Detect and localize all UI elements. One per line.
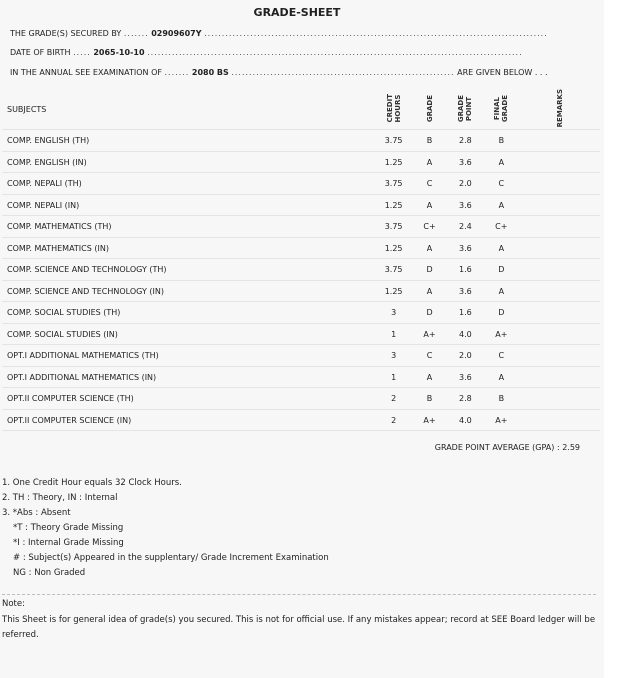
credit-hours-cell: 1.25 <box>376 280 412 302</box>
grade-point-cell: 3.6 <box>447 237 483 259</box>
subject-cell: OPT.II COMPUTER SCIENCE (TH) <box>2 388 376 410</box>
remarks-cell <box>519 345 600 367</box>
grade-point-cell: 1.6 <box>447 302 483 324</box>
credit-hours-cell: 2 <box>376 388 412 410</box>
legend-notes <box>2 476 329 581</box>
subject-cell: COMP. SCIENCE AND TECHNOLOGY (TH) <box>2 259 376 281</box>
table-row <box>2 388 600 410</box>
credit-hours-cell: 3 <box>376 302 412 324</box>
grade-cell: A <box>412 366 448 388</box>
grade-point-cell: 3.6 <box>447 194 483 216</box>
credit-hours-cell: 3 <box>376 345 412 367</box>
grade-cell: A+ <box>412 323 448 345</box>
grade-point-cell: 4.0 <box>447 409 483 431</box>
table-row <box>2 409 600 431</box>
symbol-number: 02909607Y <box>151 29 202 38</box>
final-grade-cell: A+ <box>483 323 519 345</box>
credit-hours-cell: 3.75 <box>376 173 412 195</box>
grade-point-cell: 1.6 <box>447 259 483 281</box>
subject-cell: COMP. MATHEMATICS (TH) <box>2 216 376 238</box>
secured-by-line <box>10 29 590 38</box>
remarks-cell <box>519 194 600 216</box>
final-grade-cell: B <box>483 388 519 410</box>
remarks-cell <box>519 173 600 195</box>
remarks-cell <box>519 388 600 410</box>
credit-hours-cell: 1 <box>376 366 412 388</box>
gpa-summary <box>435 443 580 452</box>
note-sub-item: NG : Non Graded <box>13 568 86 578</box>
grade-point-cell: 2.0 <box>447 345 483 367</box>
table-row <box>2 323 600 345</box>
remarks-cell <box>519 302 600 324</box>
subject-cell: COMP. SOCIAL STUDIES (TH) <box>2 302 376 324</box>
grade-cell: C <box>412 345 448 367</box>
grade-point-cell: 2.4 <box>447 216 483 238</box>
exam-year: 2080 BS <box>191 68 229 77</box>
note-item: 2. TH : Theory, IN : Internal <box>2 493 118 503</box>
remarks-cell <box>519 409 600 431</box>
header-credit-hours <box>376 89 412 130</box>
header-remarks <box>519 89 600 130</box>
final-grade-cell: A <box>483 151 519 173</box>
credit-hours-cell: 2 <box>376 409 412 431</box>
credit-hours-cell: 3.75 <box>376 130 412 152</box>
header-text: POINT <box>465 96 474 121</box>
exam-line <box>10 68 590 77</box>
credit-hours-cell: 1.25 <box>376 194 412 216</box>
table-row <box>2 173 600 195</box>
header-text: GRADE <box>501 94 510 122</box>
note-item: 1. One Credit Hour equals 32 Clock Hours. <box>2 478 182 488</box>
grade-point-cell: 4.0 <box>447 323 483 345</box>
grade-point-cell: 3.6 <box>447 366 483 388</box>
grade-cell: B <box>412 130 448 152</box>
table-row <box>2 237 600 259</box>
header-final-grade <box>483 89 519 130</box>
leader-dots: ..... <box>73 48 91 57</box>
header-grade <box>412 89 448 130</box>
final-grade-cell: A <box>483 280 519 302</box>
leader-dots: ............................................................... <box>231 68 455 77</box>
note-sub-item: *I : Internal Grade Missing <box>13 538 124 548</box>
header-text: GRADE <box>425 94 434 122</box>
subject-cell: OPT.II COMPUTER SCIENCE (IN) <box>2 409 376 431</box>
remarks-cell <box>519 130 600 152</box>
grade-point-cell: 2.8 <box>447 130 483 152</box>
header-text: HOURS <box>393 94 402 123</box>
gpa-label: GRADE POINT AVERAGE (GPA) : <box>434 443 560 452</box>
header-text: REMARKS <box>555 89 564 128</box>
table-row <box>2 345 600 367</box>
note-item: 3. *Abs : Absent <box>2 508 71 518</box>
table-header-row <box>2 89 600 130</box>
grade-point-cell: 3.6 <box>447 151 483 173</box>
table-row <box>2 302 600 324</box>
final-grade-cell: A <box>483 194 519 216</box>
page-title: GRADE-SHEET <box>253 6 341 19</box>
grade-cell: C <box>412 173 448 195</box>
table-row <box>2 259 600 281</box>
page-margin <box>604 0 619 678</box>
grades-table <box>2 89 600 431</box>
note-sub-item: # : Subject(s) Appeared in the supplentary/ Grade Increment Examination <box>13 553 329 563</box>
remarks-cell <box>519 237 600 259</box>
remarks-cell <box>519 323 600 345</box>
grade-point-cell: 2.8 <box>447 388 483 410</box>
table-row <box>2 130 600 152</box>
subject-cell: OPT.I ADDITIONAL MATHEMATICS (TH) <box>2 345 376 367</box>
credit-hours-cell: 1.25 <box>376 237 412 259</box>
header-subjects: SUBJECTS <box>2 89 376 130</box>
credit-hours-cell: 3.75 <box>376 216 412 238</box>
dob-line <box>10 48 590 57</box>
grade-point-cell: 2.0 <box>447 173 483 195</box>
table-row <box>2 366 600 388</box>
grade-cell: D <box>412 302 448 324</box>
grade-cell: C+ <box>412 216 448 238</box>
final-grade-cell: C <box>483 345 519 367</box>
header-grade-point <box>447 89 483 130</box>
grade-cell: A+ <box>412 409 448 431</box>
grade-point-cell: 3.6 <box>447 280 483 302</box>
final-grade-cell: D <box>483 302 519 324</box>
leader-dots: ....... <box>164 68 190 77</box>
credit-hours-cell: 3.75 <box>376 259 412 281</box>
grade-cell: A <box>412 237 448 259</box>
grade-cell: A <box>412 194 448 216</box>
table-row <box>2 194 600 216</box>
leader-dots: ....... <box>123 29 149 38</box>
table-row <box>2 216 600 238</box>
subject-cell: COMP. SOCIAL STUDIES (IN) <box>2 323 376 345</box>
remarks-cell <box>519 280 600 302</box>
subject-cell: COMP. NEPALI (TH) <box>2 173 376 195</box>
footer-note-text: This Sheet is for general idea of grade(s) you secured. This is not for official use. If any mistakes appear; record at SEE Board ledger will be referred. <box>2 615 596 640</box>
grade-cell: D <box>412 259 448 281</box>
secured-by-label: THE GRADE(S) SECURED BY <box>10 29 122 38</box>
final-grade-cell: B <box>483 130 519 152</box>
header-text: CREDIT <box>385 93 394 123</box>
final-grade-cell: A+ <box>483 409 519 431</box>
subject-cell: COMP. ENGLISH (TH) <box>2 130 376 152</box>
dob-value: 2065-10-10 <box>93 48 145 57</box>
final-grade-cell: C+ <box>483 216 519 238</box>
grade-cell: B <box>412 388 448 410</box>
leader-dots: ................................................................................................. <box>204 29 548 38</box>
header-text: GRADE <box>457 94 466 122</box>
remarks-cell <box>519 259 600 281</box>
gpa-value: 2.59 <box>562 443 580 452</box>
divider <box>2 594 596 595</box>
exam-tail: ARE GIVEN BELOW . . . <box>457 68 548 77</box>
exam-label: IN THE ANNUAL SEE EXAMINATION OF <box>10 68 162 77</box>
final-grade-cell: A <box>483 366 519 388</box>
subject-cell: COMP. MATHEMATICS (IN) <box>2 237 376 259</box>
subject-cell: OPT.I ADDITIONAL MATHEMATICS (IN) <box>2 366 376 388</box>
note-sub-item: *T : Theory Grade Missing <box>13 523 124 533</box>
grade-cell: A <box>412 280 448 302</box>
table-row <box>2 280 600 302</box>
credit-hours-cell: 1 <box>376 323 412 345</box>
remarks-cell <box>519 216 600 238</box>
subject-cell: COMP. NEPALI (IN) <box>2 194 376 216</box>
footer-note-label: Note: <box>2 599 25 609</box>
final-grade-cell: C <box>483 173 519 195</box>
header-text: FINAL <box>493 96 502 120</box>
dob-label: DATE OF BIRTH <box>10 48 71 57</box>
credit-hours-cell: 1.25 <box>376 151 412 173</box>
table-row <box>2 151 600 173</box>
leader-dots: .......................................................................................................... <box>147 48 523 57</box>
subject-cell: COMP. SCIENCE AND TECHNOLOGY (IN) <box>2 280 376 302</box>
remarks-cell <box>519 151 600 173</box>
remarks-cell <box>519 366 600 388</box>
subject-cell: COMP. ENGLISH (IN) <box>2 151 376 173</box>
final-grade-cell: A <box>483 237 519 259</box>
grade-cell: A <box>412 151 448 173</box>
final-grade-cell: D <box>483 259 519 281</box>
